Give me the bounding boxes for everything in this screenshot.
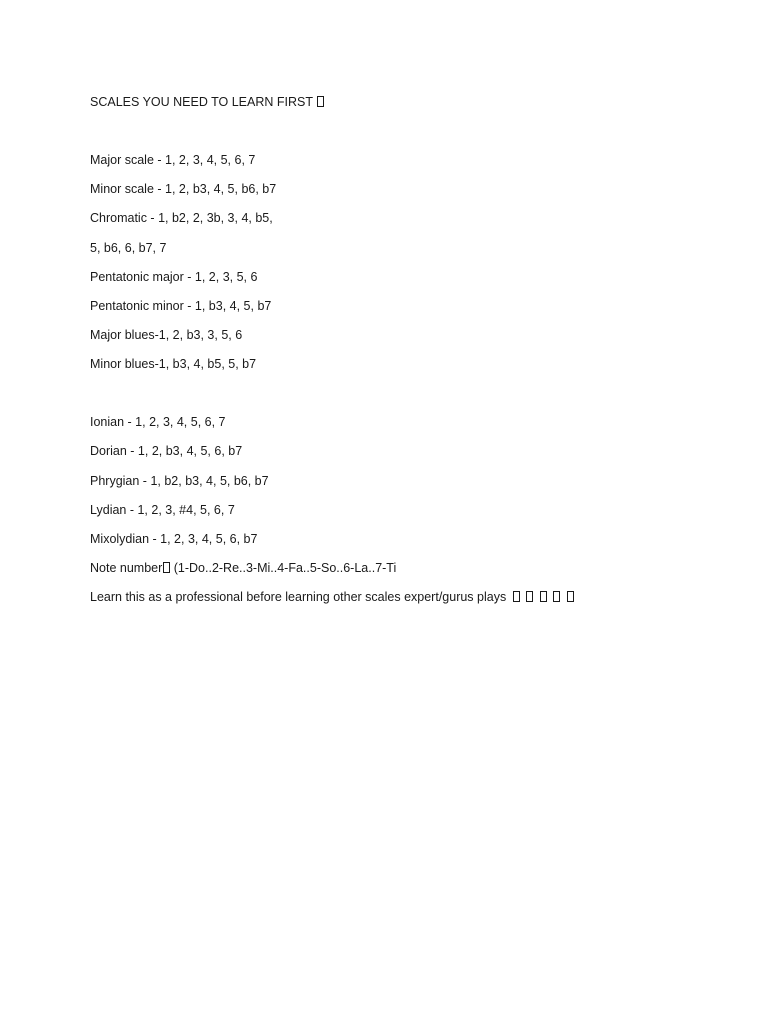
- emoji-placeholder-icon: [317, 96, 324, 107]
- note-numbers-rest: (1-Do..2-Re..3-Mi..4-Fa..5-So..6-La..7-Ti: [170, 561, 397, 575]
- phrygian-line: Phrygian - 1, b2, b3, 4, 5, b6, b7: [90, 474, 269, 488]
- mixolydian-line: Mixolydian - 1, 2, 3, 4, 5, 6, b7: [90, 532, 258, 546]
- closing-text: Learn this as a professional before learning other scales expert/gurus plays: [90, 590, 507, 604]
- emoji-placeholder-icon: [553, 591, 560, 602]
- minor-blues-line: Minor blues-1, b3, 4, b5, 5, b7: [90, 357, 257, 371]
- minor-scale-line: Minor scale - 1, 2, b3, 4, 5, b6, b7: [90, 182, 277, 196]
- emoji-placeholder-icon: [567, 591, 574, 602]
- chromatic-scale-line-1: Chromatic - 1, b2, 2, 3b, 3, 4, b5,: [90, 211, 273, 225]
- pentatonic-minor-line: Pentatonic minor - 1, b3, 4, 5, b7: [90, 299, 272, 313]
- dorian-line: Dorian - 1, 2, b3, 4, 5, 6, b7: [90, 444, 243, 458]
- pentatonic-major-line: Pentatonic major - 1, 2, 3, 5, 6: [90, 270, 258, 284]
- document-heading: [90, 94, 324, 110]
- lydian-line: Lydian - 1, 2, 3, #4, 5, 6, 7: [90, 503, 235, 517]
- major-scale-line: Major scale - 1, 2, 3, 4, 5, 6, 7: [90, 153, 256, 167]
- emoji-placeholder-icon: [540, 591, 547, 602]
- major-blues-line: Major blues-1, 2, b3, 3, 5, 6: [90, 328, 243, 342]
- closing-line: [90, 589, 574, 605]
- emoji-placeholder-icon: [526, 591, 533, 602]
- heading-text: SCALES YOU NEED TO LEARN FIRST: [90, 95, 313, 109]
- note-numbers-prefix: Note number: [90, 561, 163, 575]
- ionian-line: Ionian - 1, 2, 3, 4, 5, 6, 7: [90, 415, 226, 429]
- chromatic-scale-line-2: 5, b6, 6, b7, 7: [90, 241, 167, 255]
- emoji-placeholder-icon: [513, 591, 520, 602]
- note-numbers-line: [90, 560, 396, 576]
